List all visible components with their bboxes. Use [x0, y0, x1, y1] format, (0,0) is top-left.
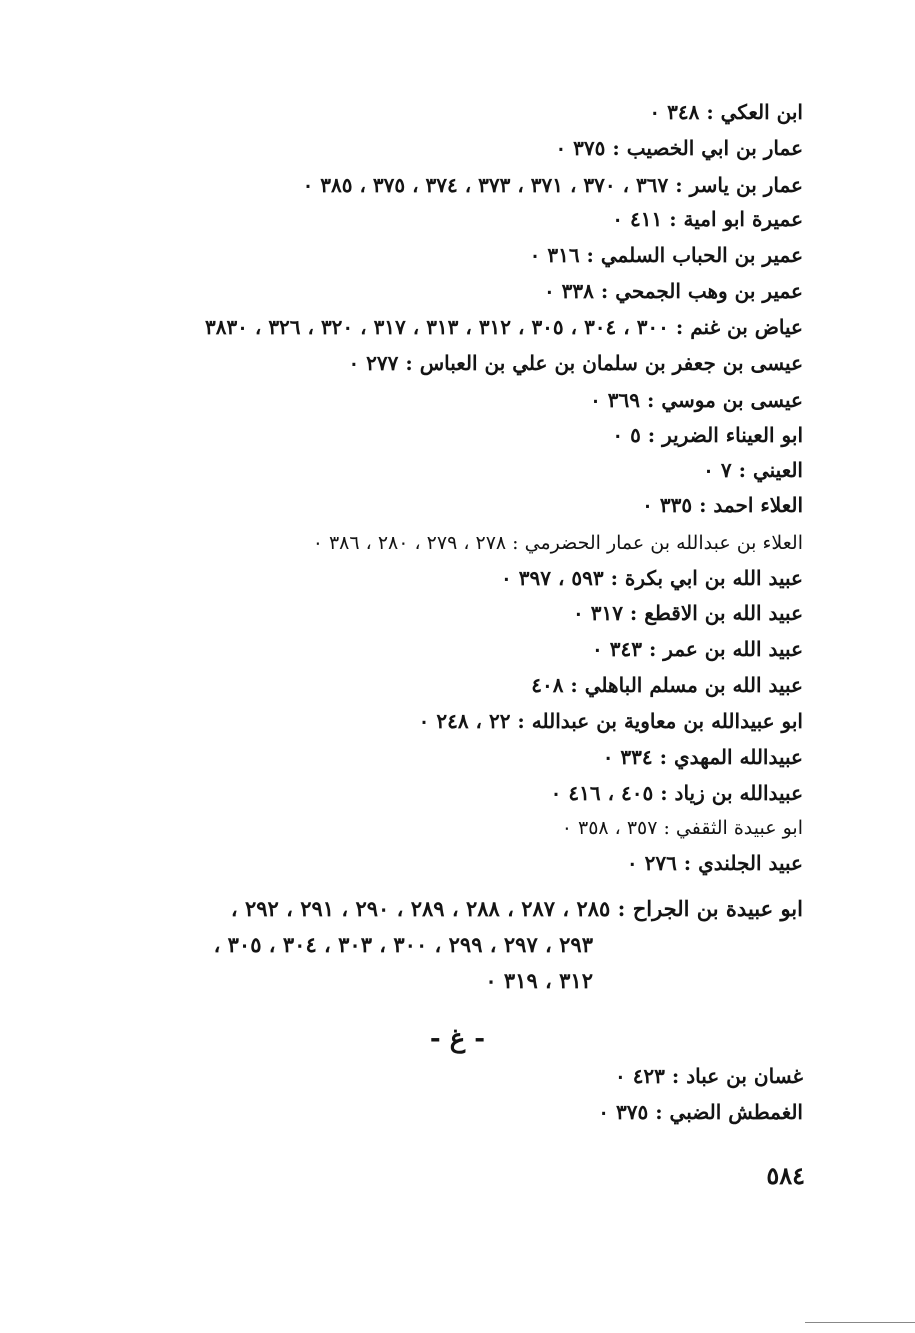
index-entry: عيسى بن موسي : ٣٦٩ ٠ [590, 388, 803, 412]
index-entry-wrapped-line: ٣١٢ ، ٣١٩ ٠ [485, 968, 593, 993]
index-entry: العلاء احمد : ٣٣٥ ٠ [642, 493, 803, 517]
index-entry: عبيد الله بن مسلم الباهلي : ٤٠٨ [531, 673, 803, 697]
index-entry-wrapped-line: ٢٩٣ ، ٢٩٧ ، ٢٩٩ ، ٣٠٠ ، ٣٠٣ ، ٣٠٤ ، ٣٠٥ ، [213, 932, 593, 957]
index-entry: عيسى بن جعفر بن سلمان بن علي بن العباس : ٢٧٧ ٠ [348, 351, 803, 375]
index-entry: العيني : ٧ ٠ [703, 458, 803, 482]
index-entry: العلاء بن عبدالله بن عمار الحضرمي : ٢٧٨ ، ٢٧٩ ، ٢٨٠ ، ٣٨٦ ٠ [312, 532, 803, 554]
index-entry: عبيدالله المهدي : ٣٣٤ ٠ [602, 745, 803, 769]
divider [805, 1322, 915, 1323]
page-number: ٥٨٤ [766, 1161, 805, 1190]
index-entry: عمير بن وهب الجمحي : ٣٣٨ ٠ [543, 279, 803, 303]
index-entry: عمار بن ياسر : ٣٦٧ ، ٣٧٠ ، ٣٧١ ، ٣٧٣ ، ٣٧٤ ، ٣٧٥ ، ٣٨٥ ٠ [302, 173, 803, 197]
index-entry: عياض بن غنم : ٣٠٠ ، ٣٠٤ ، ٣٠٥ ، ٣١٢ ، ٣١٣ ، ٣١٧ ، ٣٢٠ ، ٣٢٦ ، ٣٨٣٠ [204, 315, 803, 339]
index-entry: عمير بن الحباب السلمي : ٣١٦ ٠ [529, 243, 803, 267]
index-entry: عمار بن ابي الخصيب : ٣٧٥ ٠ [555, 136, 803, 160]
index-entry: غسان بن عباد : ٤٢٣ ٠ [614, 1064, 803, 1088]
index-entry: ابو عبيدالله بن معاوية بن عبدالله : ٢٢ ، ٢٤٨ ٠ [418, 709, 803, 733]
index-entry: عبيد الله بن ابي بكرة : ٥٩٣ ، ٣٩٧ ٠ [501, 566, 803, 590]
index-entry: الغمطش الضبي : ٣٧٥ ٠ [598, 1100, 803, 1124]
index-entry-wrapped-line: ابو عبيدة بن الجراح : ٢٨٥ ، ٢٨٧ ، ٢٨٨ ، ٢٨٩ ، ٢٩٠ ، ٢٩١ ، ٢٩٢ ، [230, 896, 803, 921]
index-entry: عبيد الله بن عمر : ٣٤٣ ٠ [592, 637, 803, 661]
index-entry: ابو عبيدة الثقفي : ٣٥٧ ، ٣٥٨ ٠ [561, 817, 803, 839]
index-entry: عبيد الله بن الاقطع : ٣١٧ ٠ [572, 601, 803, 625]
section-heading: - غ - [429, 1024, 486, 1054]
index-entry: ابن العكي : ٣٤٨ ٠ [649, 100, 803, 124]
index-entry: عبيدالله بن زياد : ٤٠٥ ، ٤١٦ ٠ [550, 781, 803, 805]
index-entry: عميرة ابو امية : ٤١١ ٠ [612, 207, 803, 231]
index-entry: ابو العيناء الضرير : ٥ ٠ [612, 423, 803, 447]
index-entry: عبيد الجلندي : ٢٧٦ ٠ [626, 851, 803, 875]
